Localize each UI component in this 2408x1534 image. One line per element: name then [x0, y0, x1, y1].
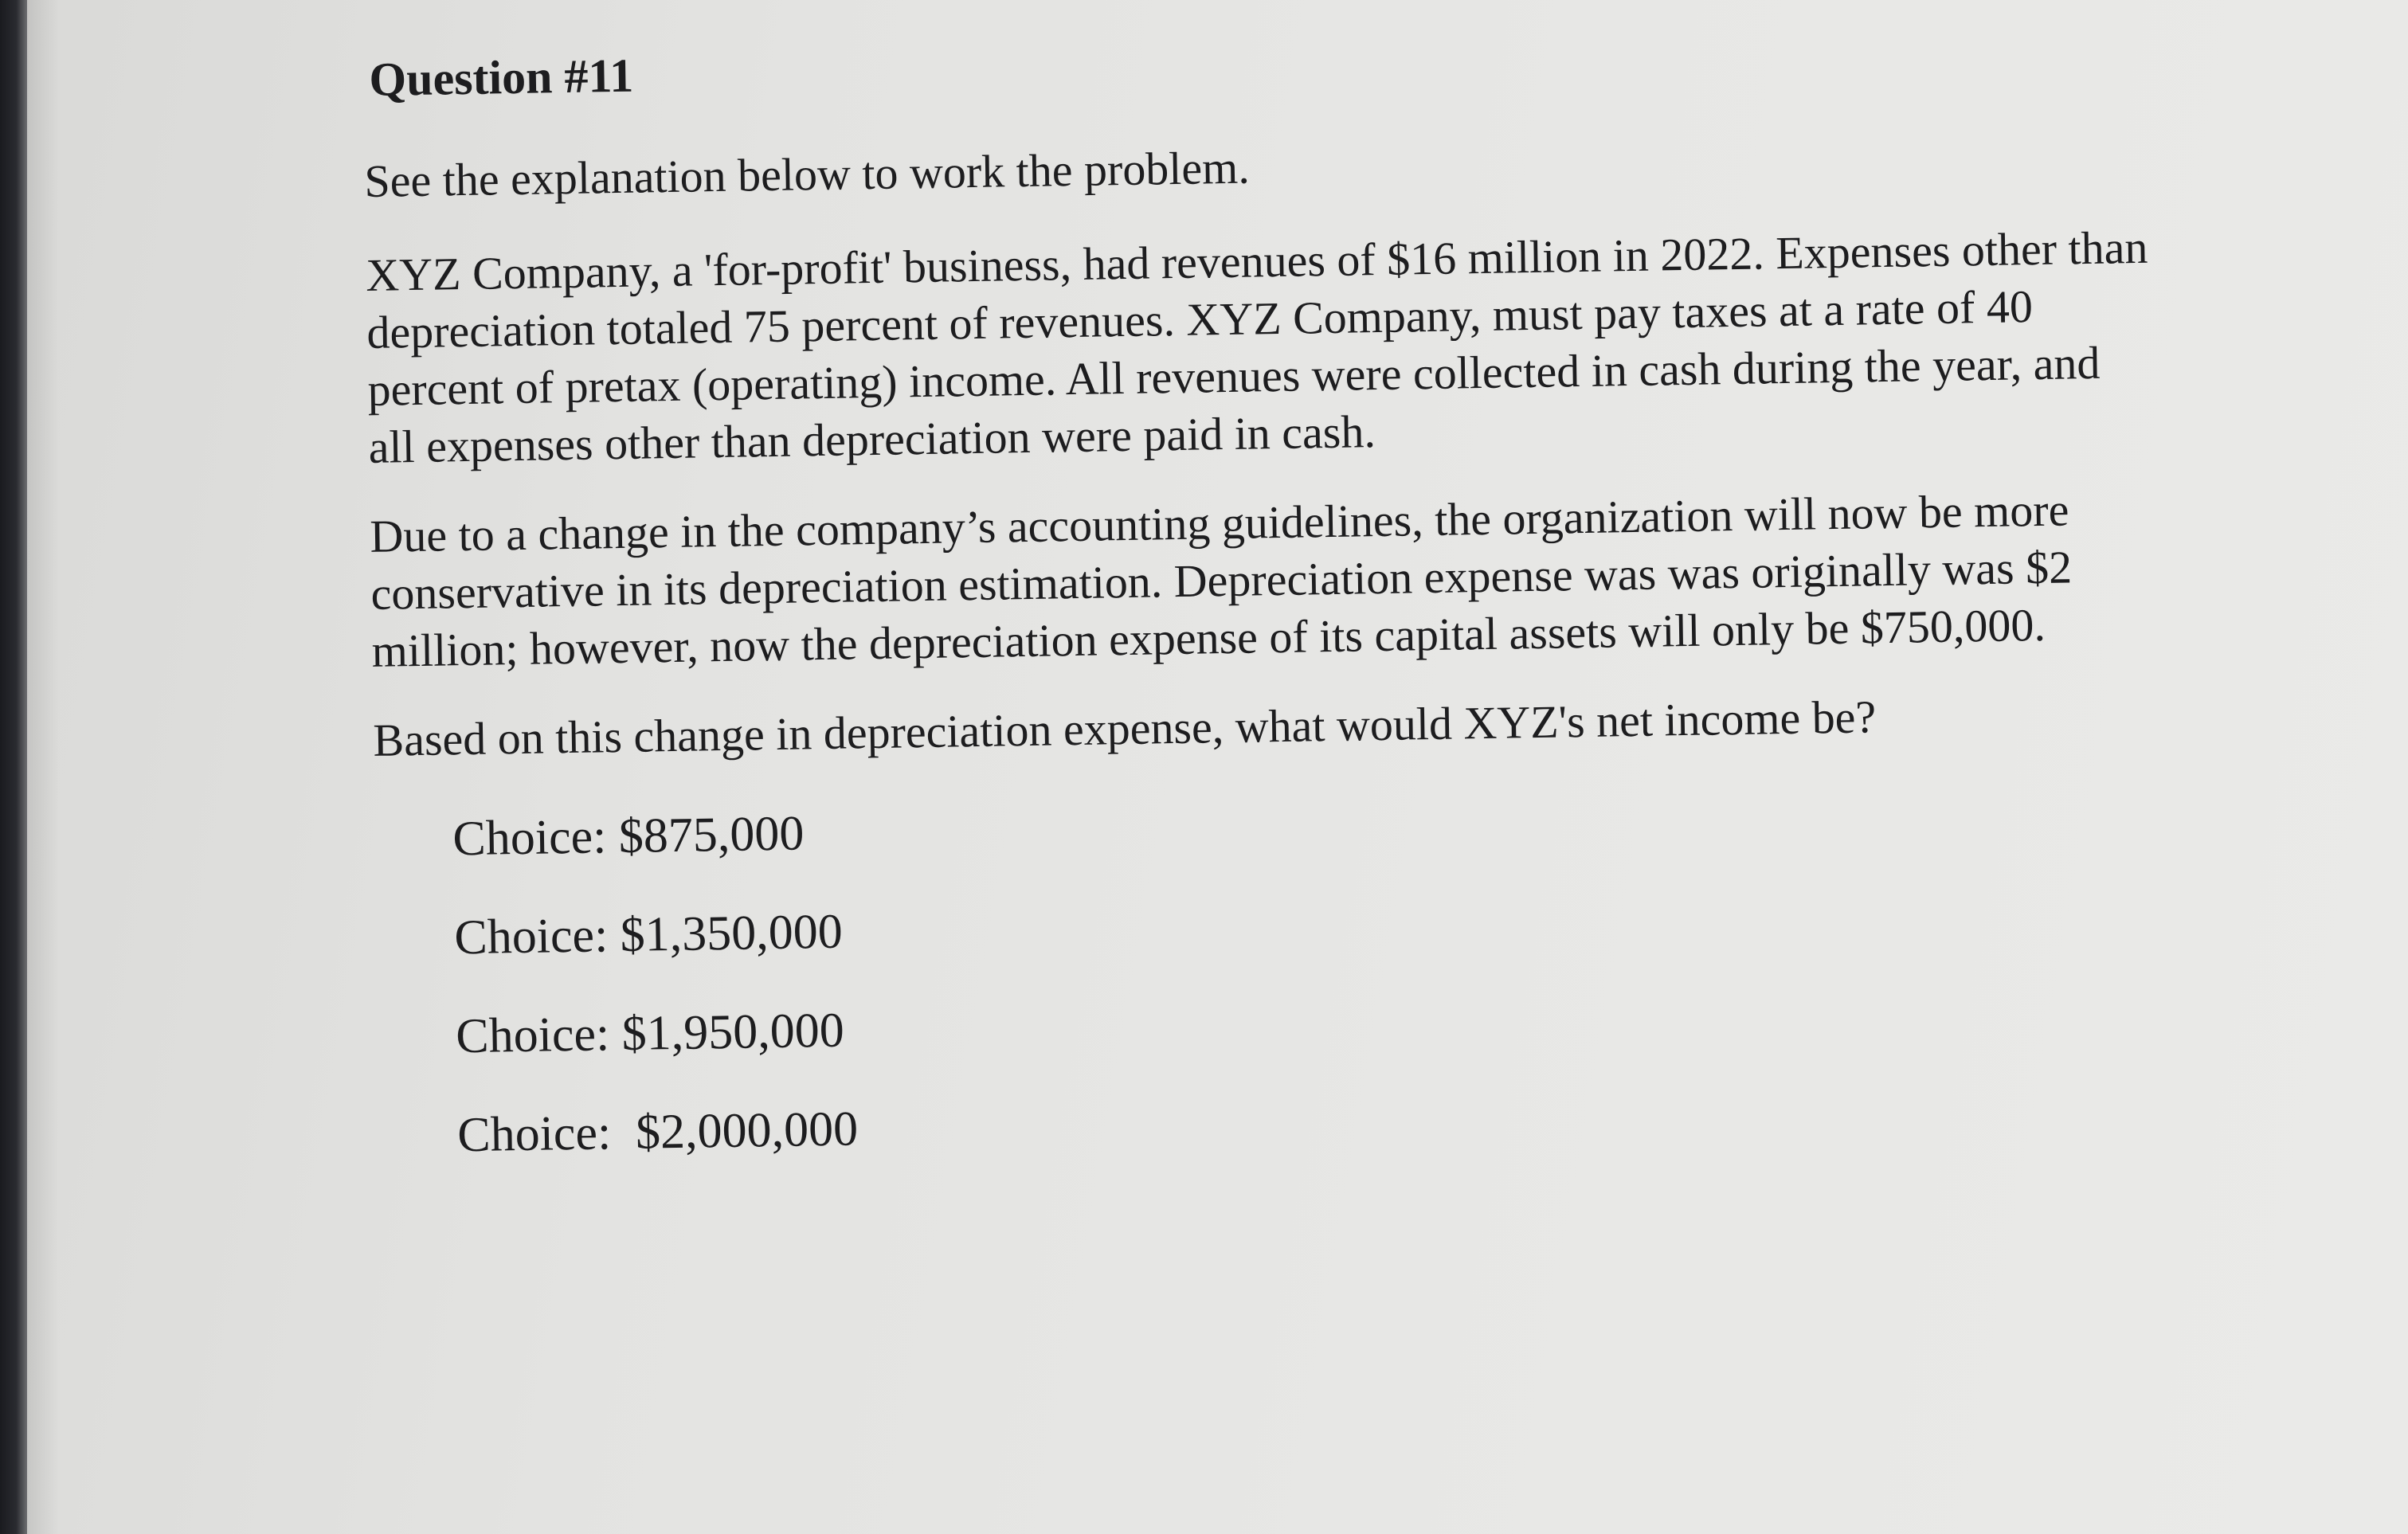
- question-title: Question #11: [368, 49, 634, 106]
- depreciation-line: conservative in its depreciation estimation. Depreciation expense was was originally was $2: [370, 541, 2073, 620]
- depreciation-change-paragraph: [370, 478, 2284, 680]
- question-intro: See the explanation below to work the problem.: [363, 141, 1251, 207]
- answer-choice-2[interactable]: Choice: $1,350,000: [453, 904, 844, 965]
- question-document: [362, 25, 2292, 1211]
- depreciation-line: Due to a change in the company’s accounting guidelines, the organization will now be more: [369, 483, 2069, 562]
- monitor-bezel: [0, 0, 27, 1534]
- scenario-line: all expenses other than depreciation were paid in cash.: [368, 405, 1376, 473]
- scenario-line: depreciation totaled 75 percent of revenues. XYZ Company, must pay taxes at a rate of 40: [366, 280, 2034, 358]
- question-prompt: Based on this change in depreciation expense, what would XYZ's net income be?: [372, 691, 1877, 766]
- scenario-line: XYZ Company, a 'for-profit' business, had revenues of $16 million in 2022. Expenses other than: [365, 221, 2148, 301]
- answer-choice-3[interactable]: Choice: $1,950,000: [455, 1003, 845, 1064]
- scenario-line: percent of pretax (operating) income. All revenues were collected in cash during the year, and: [367, 336, 2101, 416]
- answer-choices: [452, 785, 2292, 1163]
- depreciation-line: million; however, now the depreciation expense of its capital assets will only be $750,000.: [371, 598, 2046, 677]
- answer-choice-1[interactable]: Choice: $875,000: [452, 806, 805, 867]
- scenario-paragraph: [366, 217, 2281, 476]
- answer-choice-4[interactable]: Choice: $2,000,000: [456, 1102, 859, 1163]
- screen-edge-shadow: [27, 0, 59, 1534]
